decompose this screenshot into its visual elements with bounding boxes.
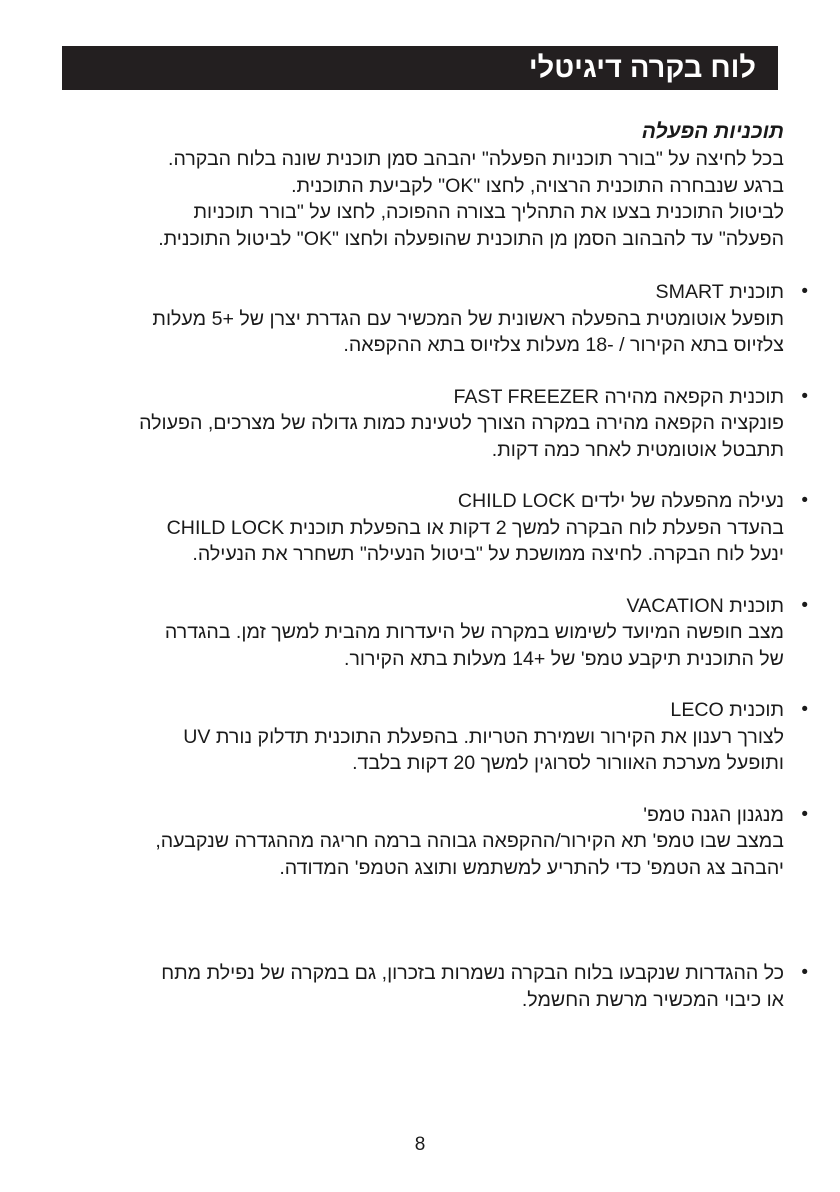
bullet-icon: • [801, 281, 808, 302]
header-bar [62, 46, 778, 90]
intro-paragraph [100, 146, 784, 252]
program-text-line: במצב שבו טמפ' תא הקירור/ההקפאה גבוהה ברמה חריגה מההגדרה שנקבעה, [155, 830, 784, 852]
program-text-line: יהבהב צג הטמפ' כדי להתריע למשתמש ותוצג הטמפ' המדודה. [279, 856, 784, 879]
program-heading: נעילה מהפעלה של ילדים CHILD LOCK [457, 490, 784, 512]
program-child-lock [100, 488, 808, 568]
program-text-line: צלזיוס בתא הקירור / -18 מעלות צלזיוס בתא ההקפאה. [343, 334, 784, 356]
program-smart [100, 279, 808, 359]
program-text-line: של התוכנית תיקבע טמפ' של +14 מעלות בתא הקירור. [344, 647, 784, 670]
program-list [100, 279, 808, 1013]
settings-memory-note [100, 960, 808, 1013]
program-heading: תוכנית SMART [655, 281, 784, 303]
intro-line: בכל לחיצה על "בורר תוכניות הפעלה" יהבהב סמן תוכנית שונה בלוח הבקרה. [168, 148, 784, 170]
bullet-icon: • [801, 385, 808, 407]
section-title: תוכניות הפעלה [641, 120, 784, 143]
program-text-line: ותופעל מערכת האוורור לסרוגין למשך 20 דקות בלבד. [352, 752, 784, 774]
note-text-line: כל ההגדרות שנקבעו בלוח הבקרה נשמרות בזכרון, גם במקרה של נפילת מתח [161, 962, 784, 984]
program-heading: מנגנון הגנה טמפ' [643, 803, 784, 826]
bullet-icon: • [801, 699, 808, 720]
program-vacation [100, 593, 808, 673]
program-heading: תוכנית VACATION [626, 594, 784, 617]
program-heading: תוכנית LECO [670, 699, 784, 721]
bullet-icon: • [801, 490, 808, 511]
bullet-icon: • [801, 803, 808, 825]
program-text-line: לצורך רענון את הקירור ושמירת הטריות. בהפעלת התוכנית תדלוק נורת UV [183, 725, 784, 748]
page-title: לוח בקרה דיגיטלי [528, 52, 756, 84]
page-number: 8 [414, 1134, 426, 1155]
main-content [100, 118, 808, 1013]
program-text-line: ינעל לוח הבקרה. לחיצה ממושכת על "ביטול הנעילה" תשחרר את הנעילה. [192, 543, 784, 565]
bullet-icon: • [801, 594, 808, 616]
intro-line: הפעלה" עד להבהוב הסמן מן התוכנית שהופעלה ולחצו "OK" לביטול התוכנית. [158, 227, 784, 250]
program-leco [100, 697, 808, 777]
program-text-line: פונקציה הקפאה מהירה במקרה הצורך לטעינת כמות גדולה של מצרכים, הפעולה [139, 412, 784, 434]
program-heading: תוכנית הקפאה מהירה FAST FREEZER [453, 385, 784, 408]
temperature-protection [100, 802, 808, 882]
intro-line: לביטול התוכנית בצעו את התהליך בצורה ההפוכה, לחצו על "בורר תוכניות [193, 201, 784, 223]
program-text-line: בהעדר הפעלת לוח הבקרה למשך 2 דקות או בהפעלת תוכנית CHILD LOCK [166, 516, 784, 539]
program-text-line: מצב חופשה המיועד לשימוש במקרה של היעדרות מהבית למשך זמן. בהגדרה [164, 621, 784, 643]
program-fast-freezer [100, 384, 808, 464]
program-text-line: תתבטל אוטומטית לאחר כמה דקות. [491, 438, 784, 461]
intro-line: ברגע שנבחרה התוכנית הרצויה, לחצו "OK" לקביעת התוכנית. [291, 174, 784, 197]
note-text-line: או כיבוי המכשיר מרשת החשמל. [521, 988, 784, 1011]
bullet-icon: • [801, 962, 808, 983]
program-text-line: תופעל אוטומטית בהפעלה ראשונית של המכשיר עם הגדרת יצרן של +5 מעלות [152, 307, 784, 330]
